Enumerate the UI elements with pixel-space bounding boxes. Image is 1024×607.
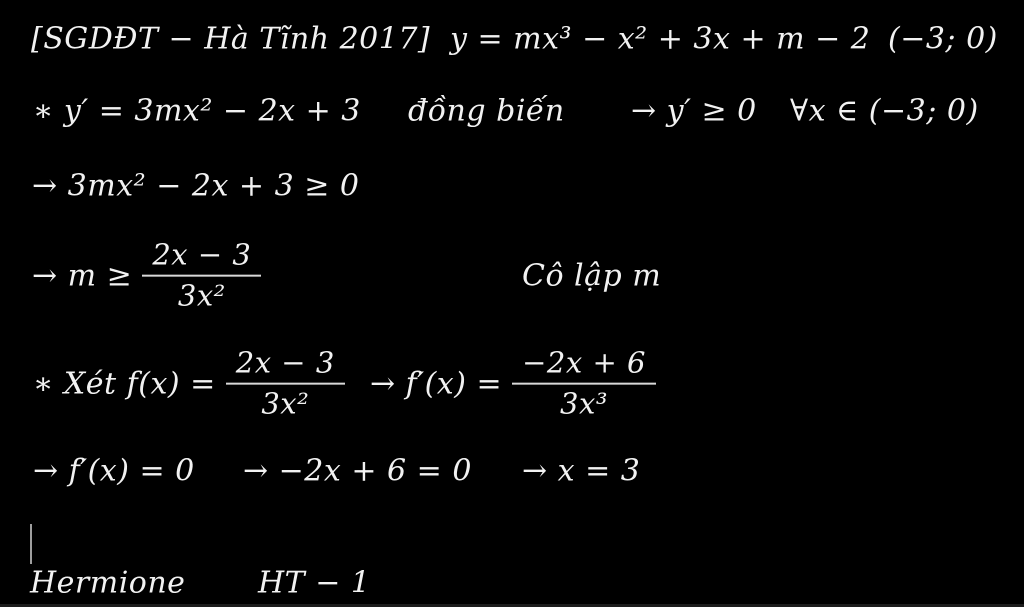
given-interval — [888, 22, 998, 57]
fraction-denominator: 3x² — [177, 279, 226, 313]
for-all-domain — [790, 94, 979, 129]
isolated-inequality — [32, 239, 261, 314]
f-derivative — [370, 347, 656, 422]
isolate-note — [522, 259, 661, 294]
set-derivative-zero — [33, 454, 195, 489]
linear-equation — [243, 454, 472, 489]
math-text: ∗ Xét f(x) = — [33, 366, 226, 402]
math-text: đồng biến — [408, 93, 565, 129]
text-cursor — [30, 524, 32, 564]
fraction-numerator: 2x − 3 — [226, 347, 345, 385]
source-tag — [31, 22, 430, 57]
math-text: (−3; 0) — [888, 21, 998, 57]
inequality — [32, 169, 359, 204]
math-text: → y′ ≥ 0 — [631, 93, 757, 129]
math-text: → 3mx² − 2x + 3 ≥ 0 — [32, 168, 360, 204]
fraction — [512, 347, 656, 422]
monotonic-note — [408, 94, 565, 129]
math-text: → m ≥ — [32, 258, 143, 294]
author-signature: Hermione — [30, 565, 186, 601]
math-text: y = mx³ − x² + 3x + m − 2 — [450, 21, 871, 57]
given-function — [450, 22, 870, 57]
fraction-numerator: 2x − 3 — [142, 239, 261, 277]
math-text: ∗ y′ = 3mx² − 2x + 3 — [33, 93, 361, 129]
math-text: → x = 3 — [522, 453, 641, 489]
document-code: HT − 1 — [258, 565, 371, 601]
derivative-expression — [33, 94, 361, 129]
fraction-numerator: −2x + 6 — [512, 347, 656, 385]
f-definition — [33, 347, 345, 422]
math-text: Cô lập m — [522, 258, 662, 294]
math-text: [SGDĐT − Hà Tĩnh 2017] — [31, 21, 431, 57]
derivative-condition — [631, 94, 757, 129]
solution — [522, 454, 640, 489]
fraction — [226, 347, 345, 422]
math-text: → f′(x) = — [370, 366, 513, 402]
math-text: → f′(x) = 0 — [33, 453, 195, 489]
fraction — [142, 239, 261, 314]
fraction-denominator: 3x² — [261, 387, 310, 421]
math-text: ∀x ∈ (−3; 0) — [790, 93, 979, 129]
fraction-denominator: 3x³ — [560, 387, 608, 421]
math-text: → −2x + 6 = 0 — [243, 453, 472, 489]
